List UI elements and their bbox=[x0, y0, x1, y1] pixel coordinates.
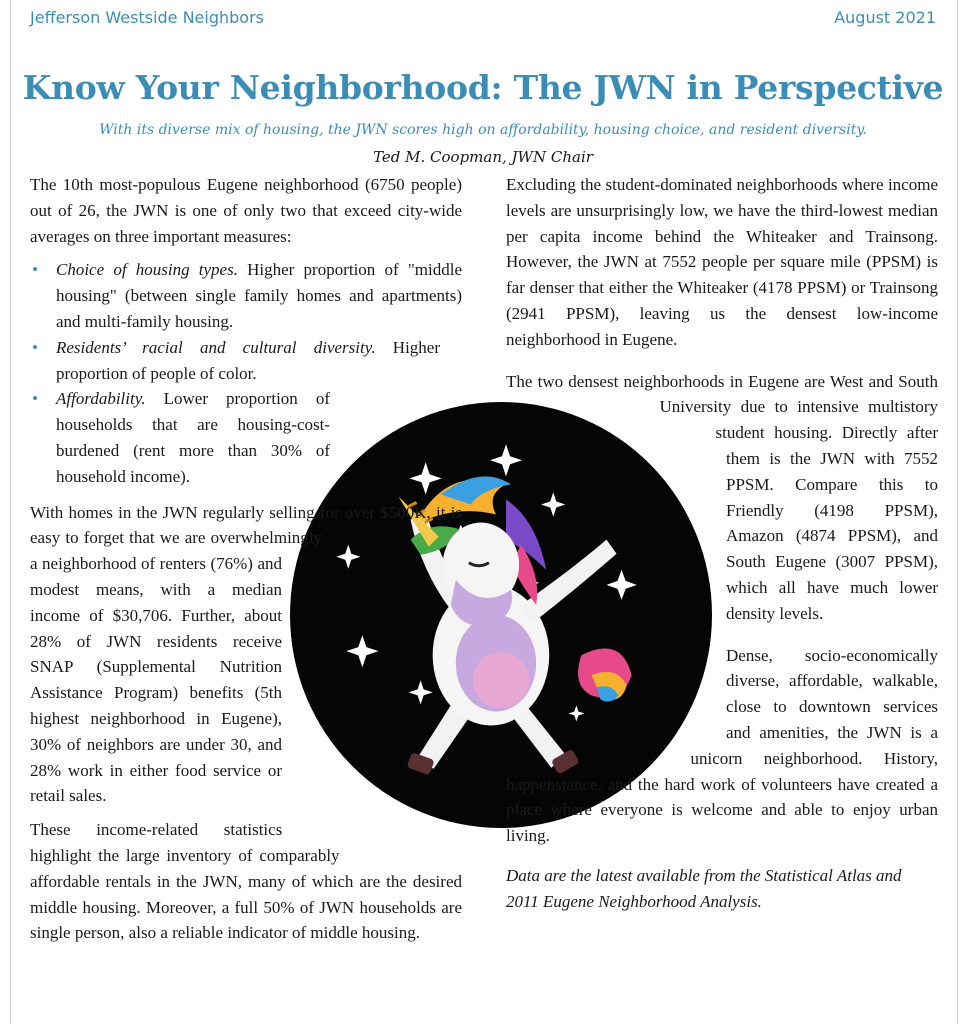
income-paragraph: With homes in the JWN regularly selling for over $500K, it is easy to forget that we are overwhelmingly a neighborhood of renters (76%) and modest means, with a median income of $30,706. Further, about 28% of JWN residents receive SNAP (Supplemental Nutrition Assistance Program) benefits (5th highest neighborhood in Eugene), 30% of neighbors are under 30, and 28% work in either food service or retail sales. bbox=[30, 502, 462, 806]
bullet-term: Residents’ racial and cultural diversity. bbox=[56, 337, 376, 357]
data-source-note: Data are the latest available from the Statistical Atlas and 2011 Eugene Neighborhood Analysis. bbox=[506, 865, 902, 911]
newsletter-name: Jefferson Westside Neighbors bbox=[30, 8, 264, 27]
measures-list bbox=[30, 257, 462, 489]
issue-date: August 2021 bbox=[834, 8, 936, 27]
right-column bbox=[506, 172, 938, 923]
bullet-text: Higher proportion of "middle housing" (between single family homes and apartments) and multi-family housing. bbox=[56, 260, 462, 331]
density-paragraph: The two densest neighborhoods in Eugene are West and South University due to intensive multistory student housing. Directly after them is the JWN with 7552 PPSM. Compare this to Friendly (4198 PPSM), Amazon (4874 PPSM), and South Eugene (3007 PPSM), which all have much lower density levels. bbox=[506, 371, 938, 623]
article-subtitle: With its diverse mix of housing, the JWN scores high on affordability, housing choice, and resident diversity. bbox=[99, 122, 867, 138]
income-comparison-paragraph: Excluding the student-dominated neighborhoods where income levels are unsurprisingly low, we have the third-lowest median per capita income behind the Whiteaker and Trainsong. However, the JWN at 7552 people per square mile (PPSM) is far denser that either the Whiteaker (4178 PPSM) or Trainsong (2941 PPSM), leaving us the densest low-income neighborhood in Eugene. bbox=[506, 175, 938, 349]
intro-paragraph: The 10th most-populous Eugene neighborhood (6750 people) out of 26, the JWN is one of only two that exceed city-wide averages on three important measures: bbox=[30, 175, 462, 246]
statistics-paragraph: These income-related statistics highlight the large inventory of comparably affordable rentals in the JWN, many of which are the desired middle housing. Moreover, a full 50% of JWN households are single person, also a reliable indicator of middle housing. bbox=[30, 820, 462, 943]
bullet-text: Lower proportion of households that are housing-cost-burdened (rent more than 30% of household income). bbox=[56, 389, 330, 486]
bullet-term: Choice of housing types. bbox=[56, 260, 238, 280]
unicorn-paragraph: Dense, socio-economically diverse, affordable, walkable, close to downtown services and amenities, the JWN is a unicorn neighborhood. History, happenstance, and the hard work of volunteers have created a place where everyone is welcome and able to enjoy urban living. bbox=[506, 645, 938, 846]
article-title: Know Your Neighborhood: The JWN in Perspective bbox=[22, 68, 944, 107]
left-column bbox=[30, 172, 462, 954]
list-item bbox=[30, 257, 462, 334]
bullet-term: Affordability. bbox=[56, 389, 146, 409]
list-item bbox=[30, 335, 440, 387]
article-byline: Ted M. Coopman, JWN Chair bbox=[373, 148, 593, 166]
bullet-text: Higher proportion of people of color. bbox=[56, 337, 440, 383]
